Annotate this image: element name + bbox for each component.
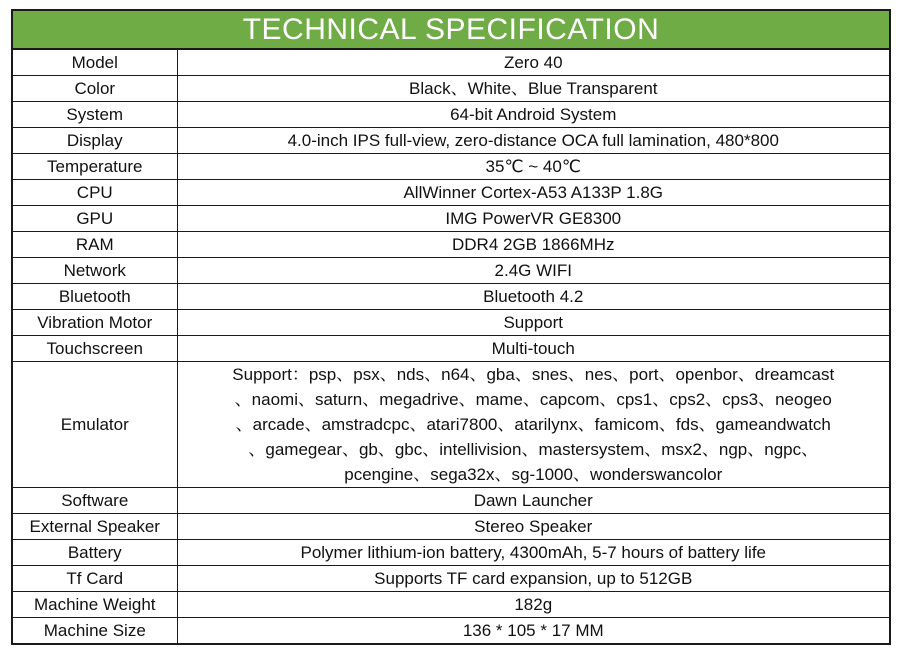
spec-label: Color <box>13 76 177 102</box>
spec-value: Supports TF card expansion, up to 512GB <box>177 566 889 592</box>
spec-table <box>13 50 889 643</box>
spec-label: Model <box>13 50 177 76</box>
spec-label: Machine Size <box>13 618 177 644</box>
spec-row-machine-weight <box>13 592 889 618</box>
spec-label: Network <box>13 258 177 284</box>
spec-row-emulator <box>13 362 889 488</box>
spec-label: CPU <box>13 180 177 206</box>
emulator-line: 、naomi、saturn、megadrive、mame、capcom、cps1、cps2、cps3、neogeo <box>234 390 832 409</box>
spec-label: Battery <box>13 540 177 566</box>
spec-row-tf-card <box>13 566 889 592</box>
spec-value: Support <box>177 310 889 336</box>
spec-row-battery <box>13 540 889 566</box>
spec-value: Polymer lithium-ion battery, 4300mAh, 5-7 hours of battery life <box>177 540 889 566</box>
spec-value: Bluetooth 4.2 <box>177 284 889 310</box>
spec-row-external-speaker <box>13 514 889 540</box>
spec-row-model <box>13 50 889 76</box>
spec-label: External Speaker <box>13 514 177 540</box>
spec-value: Stereo Speaker <box>177 514 889 540</box>
spec-value: IMG PowerVR GE8300 <box>177 206 889 232</box>
spec-value: Black、White、Blue Transparent <box>177 76 889 102</box>
spec-value-emulator-list <box>177 362 889 488</box>
spec-row-vibration-motor <box>13 310 889 336</box>
emulator-line: 、arcade、amstradcpc、atari7800、atarilynx、famicom、fds、gameandwatch <box>235 415 831 434</box>
spec-sheet <box>11 9 891 645</box>
spec-row-color <box>13 76 889 102</box>
spec-label: Software <box>13 488 177 514</box>
spec-row-gpu <box>13 206 889 232</box>
emulator-line: 、gamegear、gb、gbc、intellivision、mastersystem、msx2、ngp、ngpc、 <box>248 440 819 459</box>
spec-row-system <box>13 102 889 128</box>
spec-value: 182g <box>177 592 889 618</box>
spec-value: 64-bit Android System <box>177 102 889 128</box>
spec-row-software <box>13 488 889 514</box>
spec-value: DDR4 2GB 1866MHz <box>177 232 889 258</box>
spec-value: 136 * 105 * 17 MM <box>177 618 889 644</box>
spec-title: TECHNICAL SPECIFICATION <box>13 11 889 50</box>
spec-label: Display <box>13 128 177 154</box>
spec-label: GPU <box>13 206 177 232</box>
spec-label: Machine Weight <box>13 592 177 618</box>
emulator-line: Support：psp、psx、nds、n64、gba、snes、nes、port、openbor、dreamcast <box>232 365 835 384</box>
spec-row-cpu <box>13 180 889 206</box>
spec-value: AllWinner Cortex-A53 A133P 1.8G <box>177 180 889 206</box>
spec-label: Emulator <box>13 362 177 488</box>
spec-row-bluetooth <box>13 284 889 310</box>
spec-label: Temperature <box>13 154 177 180</box>
spec-row-touchscreen <box>13 336 889 362</box>
spec-row-temperature <box>13 154 889 180</box>
spec-row-machine-size <box>13 618 889 644</box>
spec-label: Bluetooth <box>13 284 177 310</box>
spec-row-display <box>13 128 889 154</box>
spec-label: Vibration Motor <box>13 310 177 336</box>
spec-value: Multi-touch <box>177 336 889 362</box>
emulator-line: pcengine、sega32x、sg-1000、wonderswancolor <box>344 465 723 484</box>
spec-value: 2.4G WIFI <box>177 258 889 284</box>
spec-label: RAM <box>13 232 177 258</box>
spec-label: System <box>13 102 177 128</box>
spec-row-network <box>13 258 889 284</box>
spec-value: Dawn Launcher <box>177 488 889 514</box>
spec-value: 35℃ ~ 40℃ <box>177 154 889 180</box>
spec-label: Tf Card <box>13 566 177 592</box>
spec-value: 4.0-inch IPS full-view, zero-distance OCA full lamination, 480*800 <box>177 128 889 154</box>
spec-value: Zero 40 <box>503 53 563 72</box>
spec-label: Touchscreen <box>13 336 177 362</box>
spec-row-ram <box>13 232 889 258</box>
